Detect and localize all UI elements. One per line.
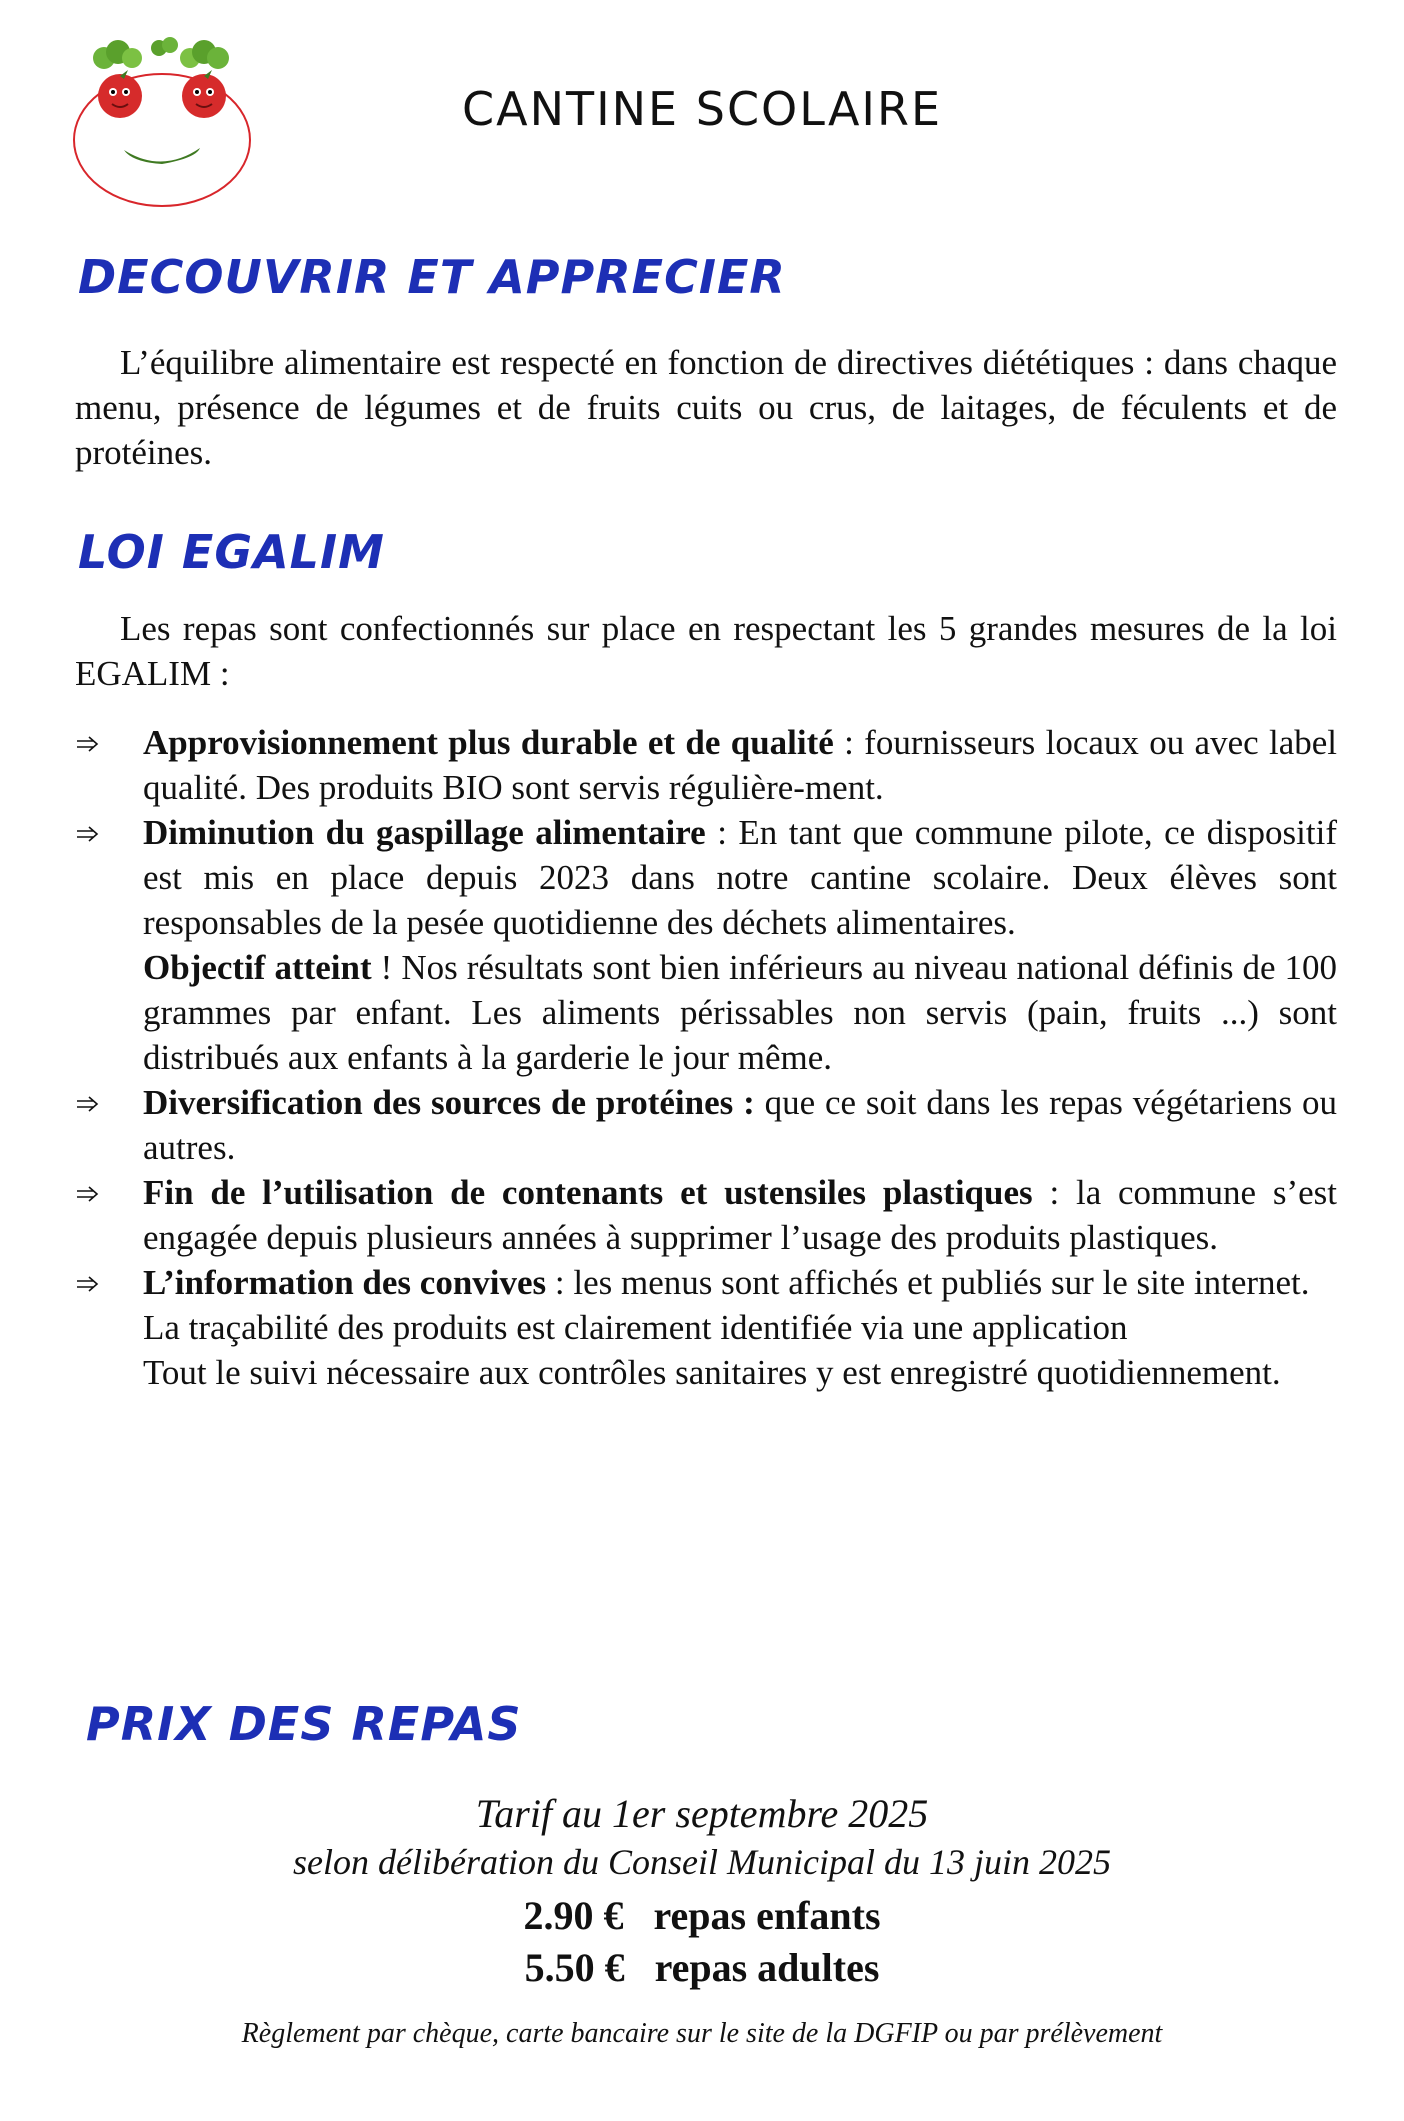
measure-text: : En tant que commune pilote, ce dispositif est mis en place depuis 2023 dans notre cantine scolaire. Deux élèves sont responsables de la pesée quotidienne des déchets alimentaires. xyxy=(143,813,1337,942)
price-amount: 2.90 € xyxy=(523,1893,624,1938)
list-item xyxy=(75,1260,1337,1395)
price-label: repas enfants xyxy=(653,1893,881,1938)
section-heading-prix: PRIX DES REPAS xyxy=(86,1697,522,1751)
measure-text: que ce soit dans les repas végétariens ou autres. xyxy=(143,1083,1337,1167)
measure-extra-text: ! Nos résultats sont bien inférieurs au niveau national définis de 100 grammes par enfant. Les aliments périssables non servis (pain, fruits ...) sont distribués aux enfants à la garderie le jour même. xyxy=(143,948,1338,1077)
list-item xyxy=(75,1170,1337,1260)
lettuce-left-icon xyxy=(93,40,142,69)
tarif-date: Tarif au 1er septembre 2025 xyxy=(475,1791,929,1836)
price-list xyxy=(0,1890,1404,1994)
section-egalim-intro-text: Les repas sont confectionnés sur place en respectant les 5 grandes mesures de la loi EGALIM : xyxy=(75,609,1337,693)
double-arrow-icon xyxy=(75,1274,101,1294)
measure-text: : les menus sont affichés et publiés sur le site internet. xyxy=(546,1263,1310,1302)
measure-title: L’information des convives xyxy=(143,1263,547,1302)
price-row-enfants xyxy=(0,1890,1404,1942)
double-arrow-icon xyxy=(75,824,101,844)
tarif-deliberation: selon délibération du Conseil Municipal du 13 juin 2025 xyxy=(293,1842,1111,1882)
measure-extra-title: Objectif atteint xyxy=(143,948,372,987)
price-amount: 5.50 € xyxy=(524,1945,625,1990)
measure-title: Diversification des sources de protéines : xyxy=(143,1083,755,1122)
tarif-block xyxy=(0,1790,1404,1886)
egalim-measures-list xyxy=(75,720,1337,1395)
list-item xyxy=(75,720,1337,810)
section-egalim-intro xyxy=(75,606,1337,696)
lettuce-right-icon xyxy=(180,40,229,69)
section-decouvrir-text xyxy=(75,340,1337,475)
measure-extra xyxy=(143,945,1337,1080)
double-arrow-icon xyxy=(75,734,101,754)
section-heading-decouvrir: DECOUVRIR ET APPRECIER xyxy=(78,250,786,304)
page-title: CANTINE SCOLAIRE xyxy=(461,82,943,136)
measure-title: Fin de l’utilisation de contenants et ustensiles plastiques xyxy=(143,1173,1033,1212)
payment-footer: Règlement par chèque, carte bancaire sur le site de la DGFIP ou par prélèvement xyxy=(241,2018,1163,2049)
measure-extra-text: La traçabilité des produits est clairement identifiée via une application xyxy=(143,1308,1128,1347)
measure-title: Approvisionnement plus durable et de qualité xyxy=(143,723,834,762)
double-arrow-icon xyxy=(75,1184,101,1204)
list-item xyxy=(75,810,1337,1080)
list-item xyxy=(75,1080,1337,1170)
cucumber-smile-icon xyxy=(124,148,200,164)
price-row-adultes xyxy=(0,1942,1404,1994)
price-label: repas adultes xyxy=(654,1945,880,1990)
section-decouvrir-body: L’équilibre alimentaire est respecté en fonction de directives diététiques : dans chaque menu, présence de légumes et de fruits cuits ou crus, de laitages, de féculents et de protéines. xyxy=(75,343,1337,472)
double-arrow-icon xyxy=(75,1094,101,1114)
lettuce-center-icon xyxy=(151,37,178,56)
measure-text: : fournisseurs locaux ou avec label qualité. Des produits BIO sont servis régulière-ment. xyxy=(143,723,1337,807)
measure-title: Diminution du gaspillage alimentaire xyxy=(143,813,706,852)
measure-text: : la commune s’est engagée depuis plusieurs années à supprimer l’usage des produits plastiques. xyxy=(143,1173,1337,1257)
measure-extra-text: Tout le suivi nécessaire aux contrôles sanitaires y est enregistré quotidiennement. xyxy=(143,1353,1281,1392)
section-heading-egalim: LOI EGALIM xyxy=(78,525,385,579)
